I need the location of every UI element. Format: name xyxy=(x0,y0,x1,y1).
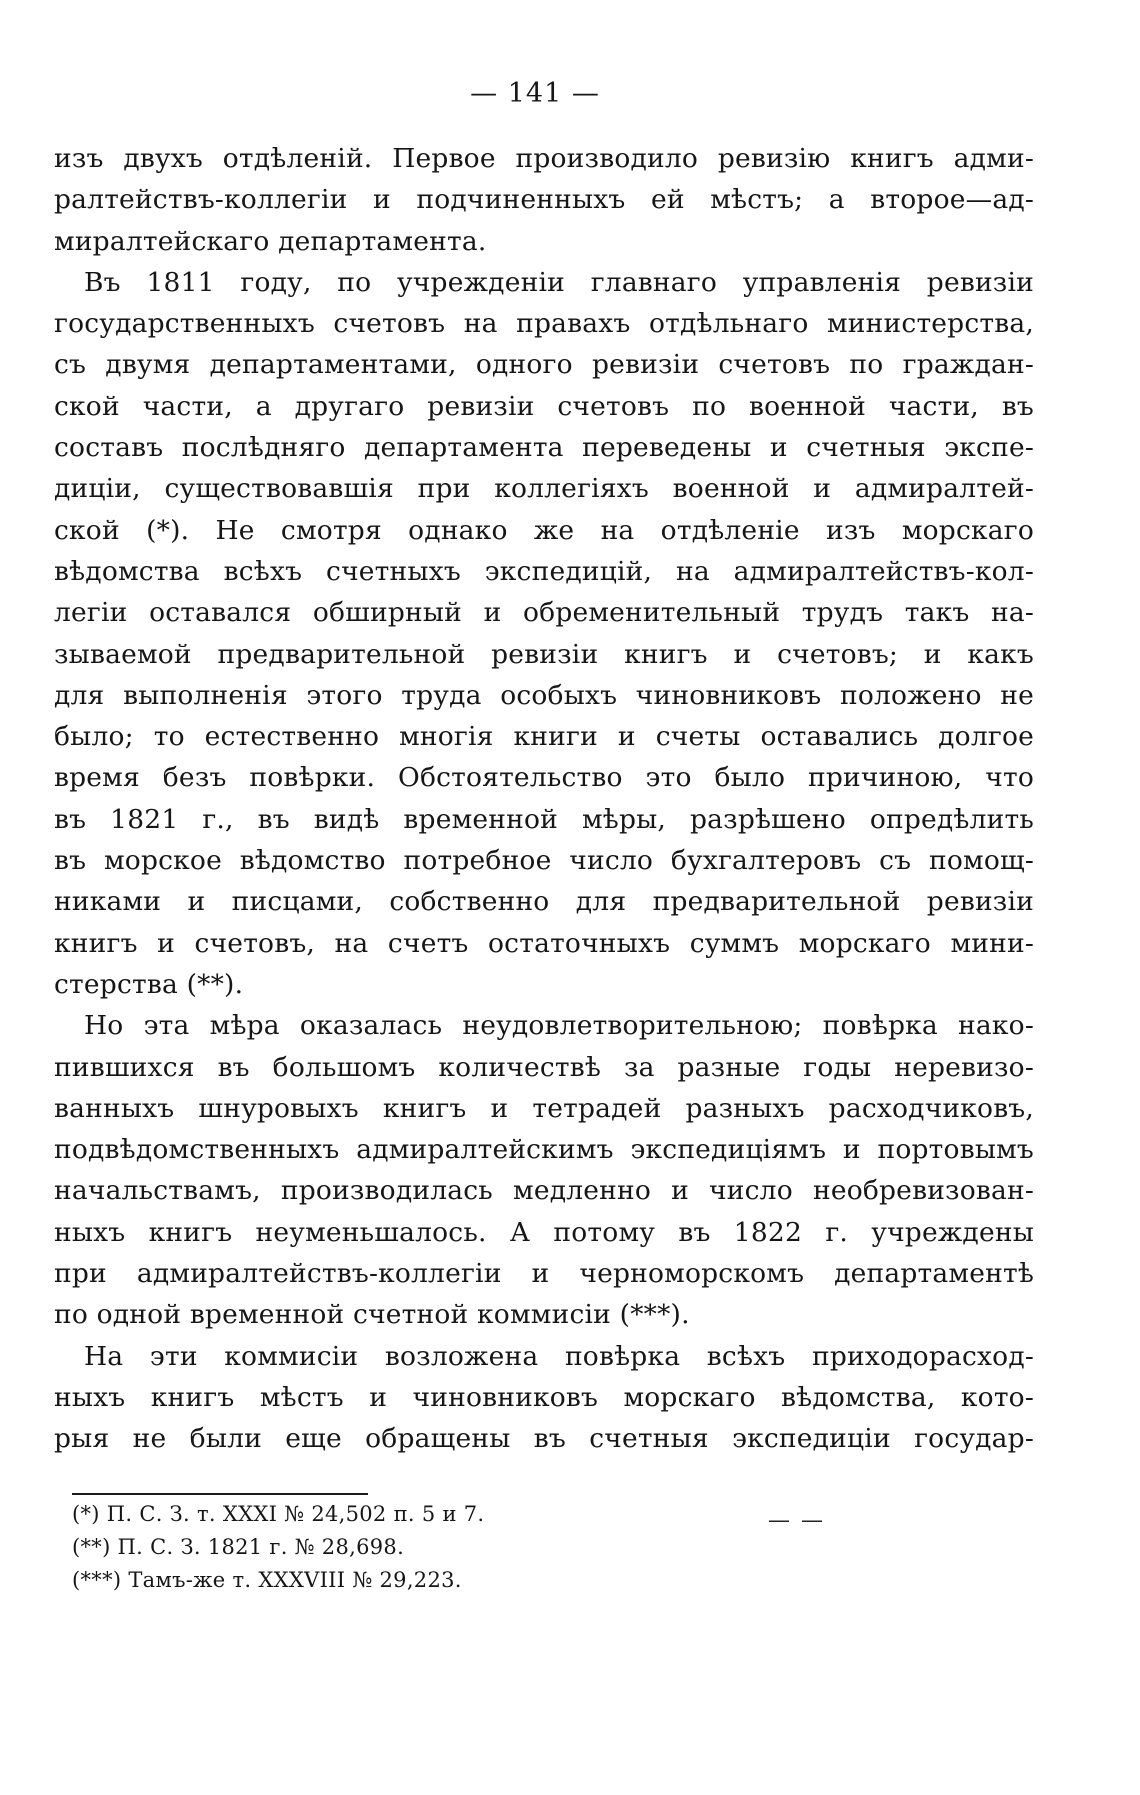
text-line: для выполненія этого труда особыхъ чиновниковъ положено не xyxy=(54,679,1034,711)
text-line: изъ двухъ отдѣленій. Первое производило ревизію книгъ адми- xyxy=(54,143,1034,174)
text-line: подвѣдомственныхъ адмиралтейскимъ экспедиціямъ и портовымъ xyxy=(54,1134,1034,1166)
text-line: никами и писцами, собственно для предварительной ревизіи xyxy=(54,886,1034,918)
text-line: диціи, существовавшія при коллегіяхъ военной и адмиралтей- xyxy=(54,473,1034,505)
text-line: время безъ повѣрки. Обстоятельство это было причиною, что xyxy=(54,762,1034,794)
text-line: было; то естественно многія книги и счеты оставались долгое xyxy=(54,721,1034,753)
text-line: рыя не были еще обращены въ счетныя экспедиціи государ- xyxy=(54,1423,1034,1455)
footnote: (*) П. С. З. т. XXXI № 24,502 п. 5 и 7. xyxy=(72,1502,485,1526)
text-line: вѣдомства всѣхъ счетныхъ экспедицій, на адмиралтействъ-кол- xyxy=(54,555,1034,587)
text-line: по одной временной счетной коммисіи (***). xyxy=(54,1299,690,1331)
page-number: — 141 — xyxy=(470,78,600,109)
text-line: миралтейскаго департамента. xyxy=(54,225,487,257)
text-line: книгъ и счетовъ, на счетъ остаточныхъ суммъ морскаго мини- xyxy=(54,927,1034,959)
text-line: легіи оставался обширный и обременительный трудъ такъ на- xyxy=(54,597,1034,629)
text-line: ныхъ книгъ мѣстъ и чиновниковъ морскаго вѣдомства, кото- xyxy=(54,1381,1034,1413)
text-line: Но эта мѣра оказалась неудовлетворительною; повѣрка нако- xyxy=(84,1010,1034,1042)
text-line: пившихся въ большомъ количествѣ за разные годы неревизо- xyxy=(54,1051,1034,1083)
text-line: ской части, а другаго ревизіи счетовъ по военной части, въ xyxy=(54,390,1034,422)
text-line: стерства (**). xyxy=(54,968,244,1000)
text-line: ныхъ книгъ неуменьшалось. А потому въ 1822 г. учреждены xyxy=(54,1216,1034,1248)
footnote: (***) Тамъ-же т. XXXVIII № 29,223. xyxy=(72,1568,462,1592)
text-line: ралтействъ-коллегіи и подчиненныхъ ей мѣстъ; а второе—ад- xyxy=(54,184,1034,216)
footnote-divider xyxy=(72,1493,368,1495)
stray-mark: — — xyxy=(768,1508,825,1533)
text-line: въ морское вѣдомство потребное число бухгалтеровъ съ помощ- xyxy=(54,845,1034,877)
text-line: при адмиралтействъ-коллегіи и черноморскомъ департаментѣ xyxy=(54,1258,1034,1290)
text-line: съ двумя департаментами, одного ревизіи счетовъ по граждан- xyxy=(54,349,1034,381)
text-line: ской (*). Не смотря однако же на отдѣленіе изъ морскаго xyxy=(54,514,1034,546)
footnote: (**) П. С. З. 1821 г. № 28,698. xyxy=(72,1535,405,1559)
text-line: На эти коммисіи возложена повѣрка всѣхъ приходорасход- xyxy=(84,1340,1034,1372)
text-line: государственныхъ счетовъ на правахъ отдѣльнаго министерства, xyxy=(54,308,1034,340)
text-line: начальствамъ, производилась медленно и число необревизован- xyxy=(54,1175,1034,1207)
text-line: въ 1821 г., въ видѣ временной мѣры, разрѣшено опредѣлить xyxy=(54,803,1034,835)
text-line: ванныхъ шнуровыхъ книгъ и тетрадей разныхъ расходчиковъ, xyxy=(54,1092,1034,1124)
text-line: зываемой предварительной ревизіи книгъ и счетовъ; и какъ xyxy=(54,638,1034,670)
footnotes xyxy=(72,1498,872,1597)
body-text xyxy=(54,138,1034,1460)
text-line: Въ 1811 году, по учрежденіи главнаго управленія ревизіи xyxy=(84,266,1034,298)
text-line: составъ послѣдняго департамента переведены и счетныя экспе- xyxy=(54,432,1034,464)
